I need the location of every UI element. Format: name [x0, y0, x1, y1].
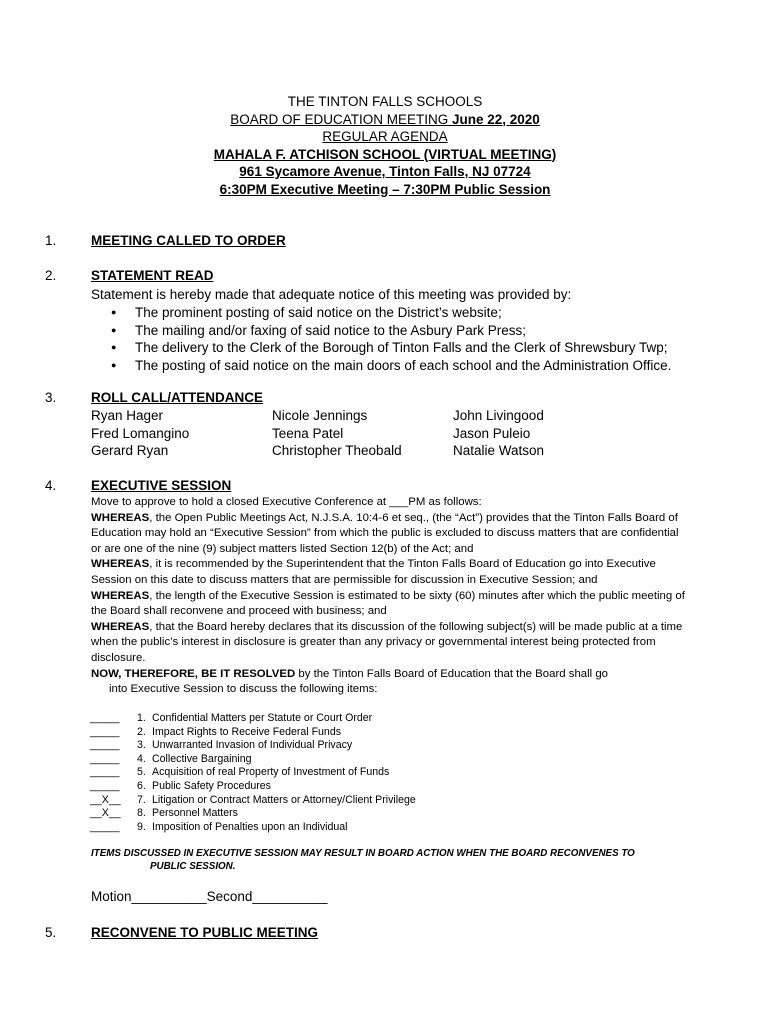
section-number: 1. — [45, 233, 57, 248]
whereas-paragraph — [91, 620, 691, 667]
roll-call-column — [453, 407, 544, 460]
item-number: 6. — [137, 779, 146, 792]
item-text: Impact Rights to Receive Federal Funds — [152, 725, 342, 738]
item-text: Imposition of Penalties upon an Individual — [152, 820, 348, 833]
item-blank: _____ — [90, 766, 120, 779]
section-number: 5. — [45, 925, 57, 940]
section-title: STATEMENT READ — [91, 268, 214, 283]
item-number: 4. — [137, 752, 146, 765]
item-blank: __X__ — [90, 807, 121, 820]
list-item — [90, 780, 416, 794]
document-header — [0, 93, 770, 198]
member-name: Teena Patel — [272, 425, 344, 441]
move-text: Move to approve to hold a closed Executive Conference at ___PM as follows: — [91, 496, 482, 508]
member-name: Gerard Ryan — [91, 443, 169, 458]
executive-session-note — [91, 847, 691, 873]
list-item — [90, 766, 416, 780]
whereas-text: , the length of the Executive Session is estimated to be sixty (60) minutes after which the public meeting of the Board shall reconvene and proceed with business; and — [91, 589, 685, 618]
item-blank: _____ — [90, 712, 120, 724]
statement-intro: Statement is hereby made that adequate notice of this meeting was provided by: — [91, 287, 572, 302]
item-number: 2. — [137, 725, 146, 738]
meeting-address: 961 Sycamore Avenue, Tinton Falls, NJ 07724 — [239, 164, 531, 179]
meeting-title — [0, 111, 770, 129]
resolved-label: NOW, THEREFORE, BE IT RESOLVED — [91, 667, 296, 680]
roll-call-column — [272, 407, 402, 460]
section-title: ROLL CALL/ATTENDANCE — [91, 390, 263, 405]
statement-bullet-list — [111, 304, 731, 374]
whereas-paragraph — [91, 589, 691, 620]
list-item — [90, 794, 416, 808]
note-line: PUBLIC SESSION. — [150, 861, 236, 872]
member-name: Christopher Theobald — [272, 443, 402, 458]
item-text: Personnel Matters — [152, 807, 238, 820]
item-number: 8. — [137, 807, 146, 820]
item-text: Public Safety Procedures — [152, 779, 271, 792]
item-text: Unwarranted Invasion of Individual Privacy — [152, 739, 353, 752]
member-name: Nicole Jennings — [272, 408, 368, 423]
member-name: Fred Lomangino — [91, 425, 190, 441]
list-item — [90, 753, 416, 767]
item-text: Litigation or Contract Matters or Attorney/Client Privilege — [152, 793, 416, 806]
motion-second-line: Motion__________Second__________ — [91, 889, 328, 904]
item-text: Acquisition of real Property of Investment of Funds — [152, 766, 390, 779]
member-name: Ryan Hager — [91, 408, 164, 423]
item-blank: _____ — [90, 739, 120, 752]
item-blank: _____ — [90, 779, 120, 792]
section-title: RECONVENE TO PUBLIC MEETING — [91, 925, 319, 940]
item-number: 5. — [137, 766, 146, 779]
whereas-label: WHEREAS — [91, 589, 150, 602]
list-item — [90, 807, 416, 821]
bullet-item: ● The posting of said notice on the main doors of each school and the Administration Office. — [111, 357, 731, 375]
item-blank: __X__ — [90, 793, 121, 806]
whereas-text: , that the Board hereby declares that its discussion of the following subject(s) will be made public at a time when the public’s interest in disclosure is greater than any privacy or governmental interest being protected from disclosure. — [91, 620, 683, 664]
whereas-label: WHEREAS — [91, 511, 150, 524]
whereas-paragraph — [91, 511, 691, 558]
note-line: ITEMS DISCUSSED IN EXECUTIVE SESSION MAY RESULT IN BOARD ACTION WHEN THE BOARD RECONVENES TO — [91, 848, 635, 859]
whereas-label: WHEREAS — [91, 558, 150, 571]
list-item — [90, 726, 416, 740]
list-item — [90, 821, 416, 835]
section-number: 2. — [45, 268, 57, 283]
executive-items-list — [90, 712, 416, 834]
school-name: THE TINTON FALLS SCHOOLS — [287, 94, 483, 109]
member-name: Natalie Watson — [453, 443, 545, 458]
item-number: 3. — [137, 739, 146, 752]
resolved-text: by the Tinton Falls Board of Education that the Board shall go — [295, 667, 609, 680]
executive-session-text — [91, 495, 691, 698]
list-item — [90, 712, 416, 726]
agenda-type: REGULAR AGENDA — [322, 129, 448, 144]
meeting-date: June 22, 2020 — [451, 111, 540, 127]
member-name: Jason Puleio — [453, 425, 531, 441]
item-blank: _____ — [90, 820, 120, 833]
meeting-location: MAHALA F. ATCHISON SCHOOL (VIRTUAL MEETING) — [213, 146, 557, 162]
whereas-label: WHEREAS — [91, 620, 150, 633]
resolved-paragraph — [91, 667, 691, 683]
member-name: John Livingood — [453, 408, 544, 423]
section-title: EXECUTIVE SESSION — [91, 478, 232, 493]
item-number: 1. — [137, 712, 146, 724]
roll-call-column — [91, 407, 189, 460]
meeting-times: 6:30PM Executive Meeting – 7:30PM Public Session — [219, 181, 551, 197]
list-item — [90, 739, 416, 753]
bullet-item: ● The mailing and/or faxing of said notice to the Asbury Park Press; — [111, 322, 731, 340]
item-text: Confidential Matters per Statute or Court Order — [152, 712, 373, 724]
item-text: Collective Bargaining — [152, 752, 252, 765]
section-title: MEETING CALLED TO ORDER — [91, 233, 286, 248]
meeting-title-prefix: BOARD OF EDUCATION MEETING — [230, 111, 452, 127]
resolved-continuation: into Executive Session to discuss the following items: — [109, 683, 378, 696]
item-blank: _____ — [90, 725, 120, 738]
item-blank: _____ — [90, 752, 120, 765]
whereas-text: , it is recommended by the Superintendent that the Tinton Falls Board of Education go into Executive Session on this date to discuss matters that are permissible for discussion in Executive Session; and — [91, 558, 656, 586]
item-number: 7. — [137, 793, 146, 806]
bullet-item: ● The prominent posting of said notice on the District’s website; — [111, 304, 731, 322]
item-number: 9. — [137, 820, 146, 833]
section-number: 3. — [45, 390, 57, 405]
whereas-text: , the Open Public Meetings Act, N.J.S.A. 10:4-6 et seq., (the “Act”) provides that the Tinton Falls Board of Education may hold an “Executive Session” from which the public is excluded to discuss matters that are confidential or are one of the nine (9) subject matters listed Section 12(b) of the Act; and — [91, 511, 679, 555]
whereas-paragraph — [91, 557, 691, 588]
bullet-item: ● The delivery to the Clerk of the Borough of Tinton Falls and the Clerk of Shrewsbury Twp; — [111, 339, 731, 357]
section-number: 4. — [45, 478, 57, 493]
